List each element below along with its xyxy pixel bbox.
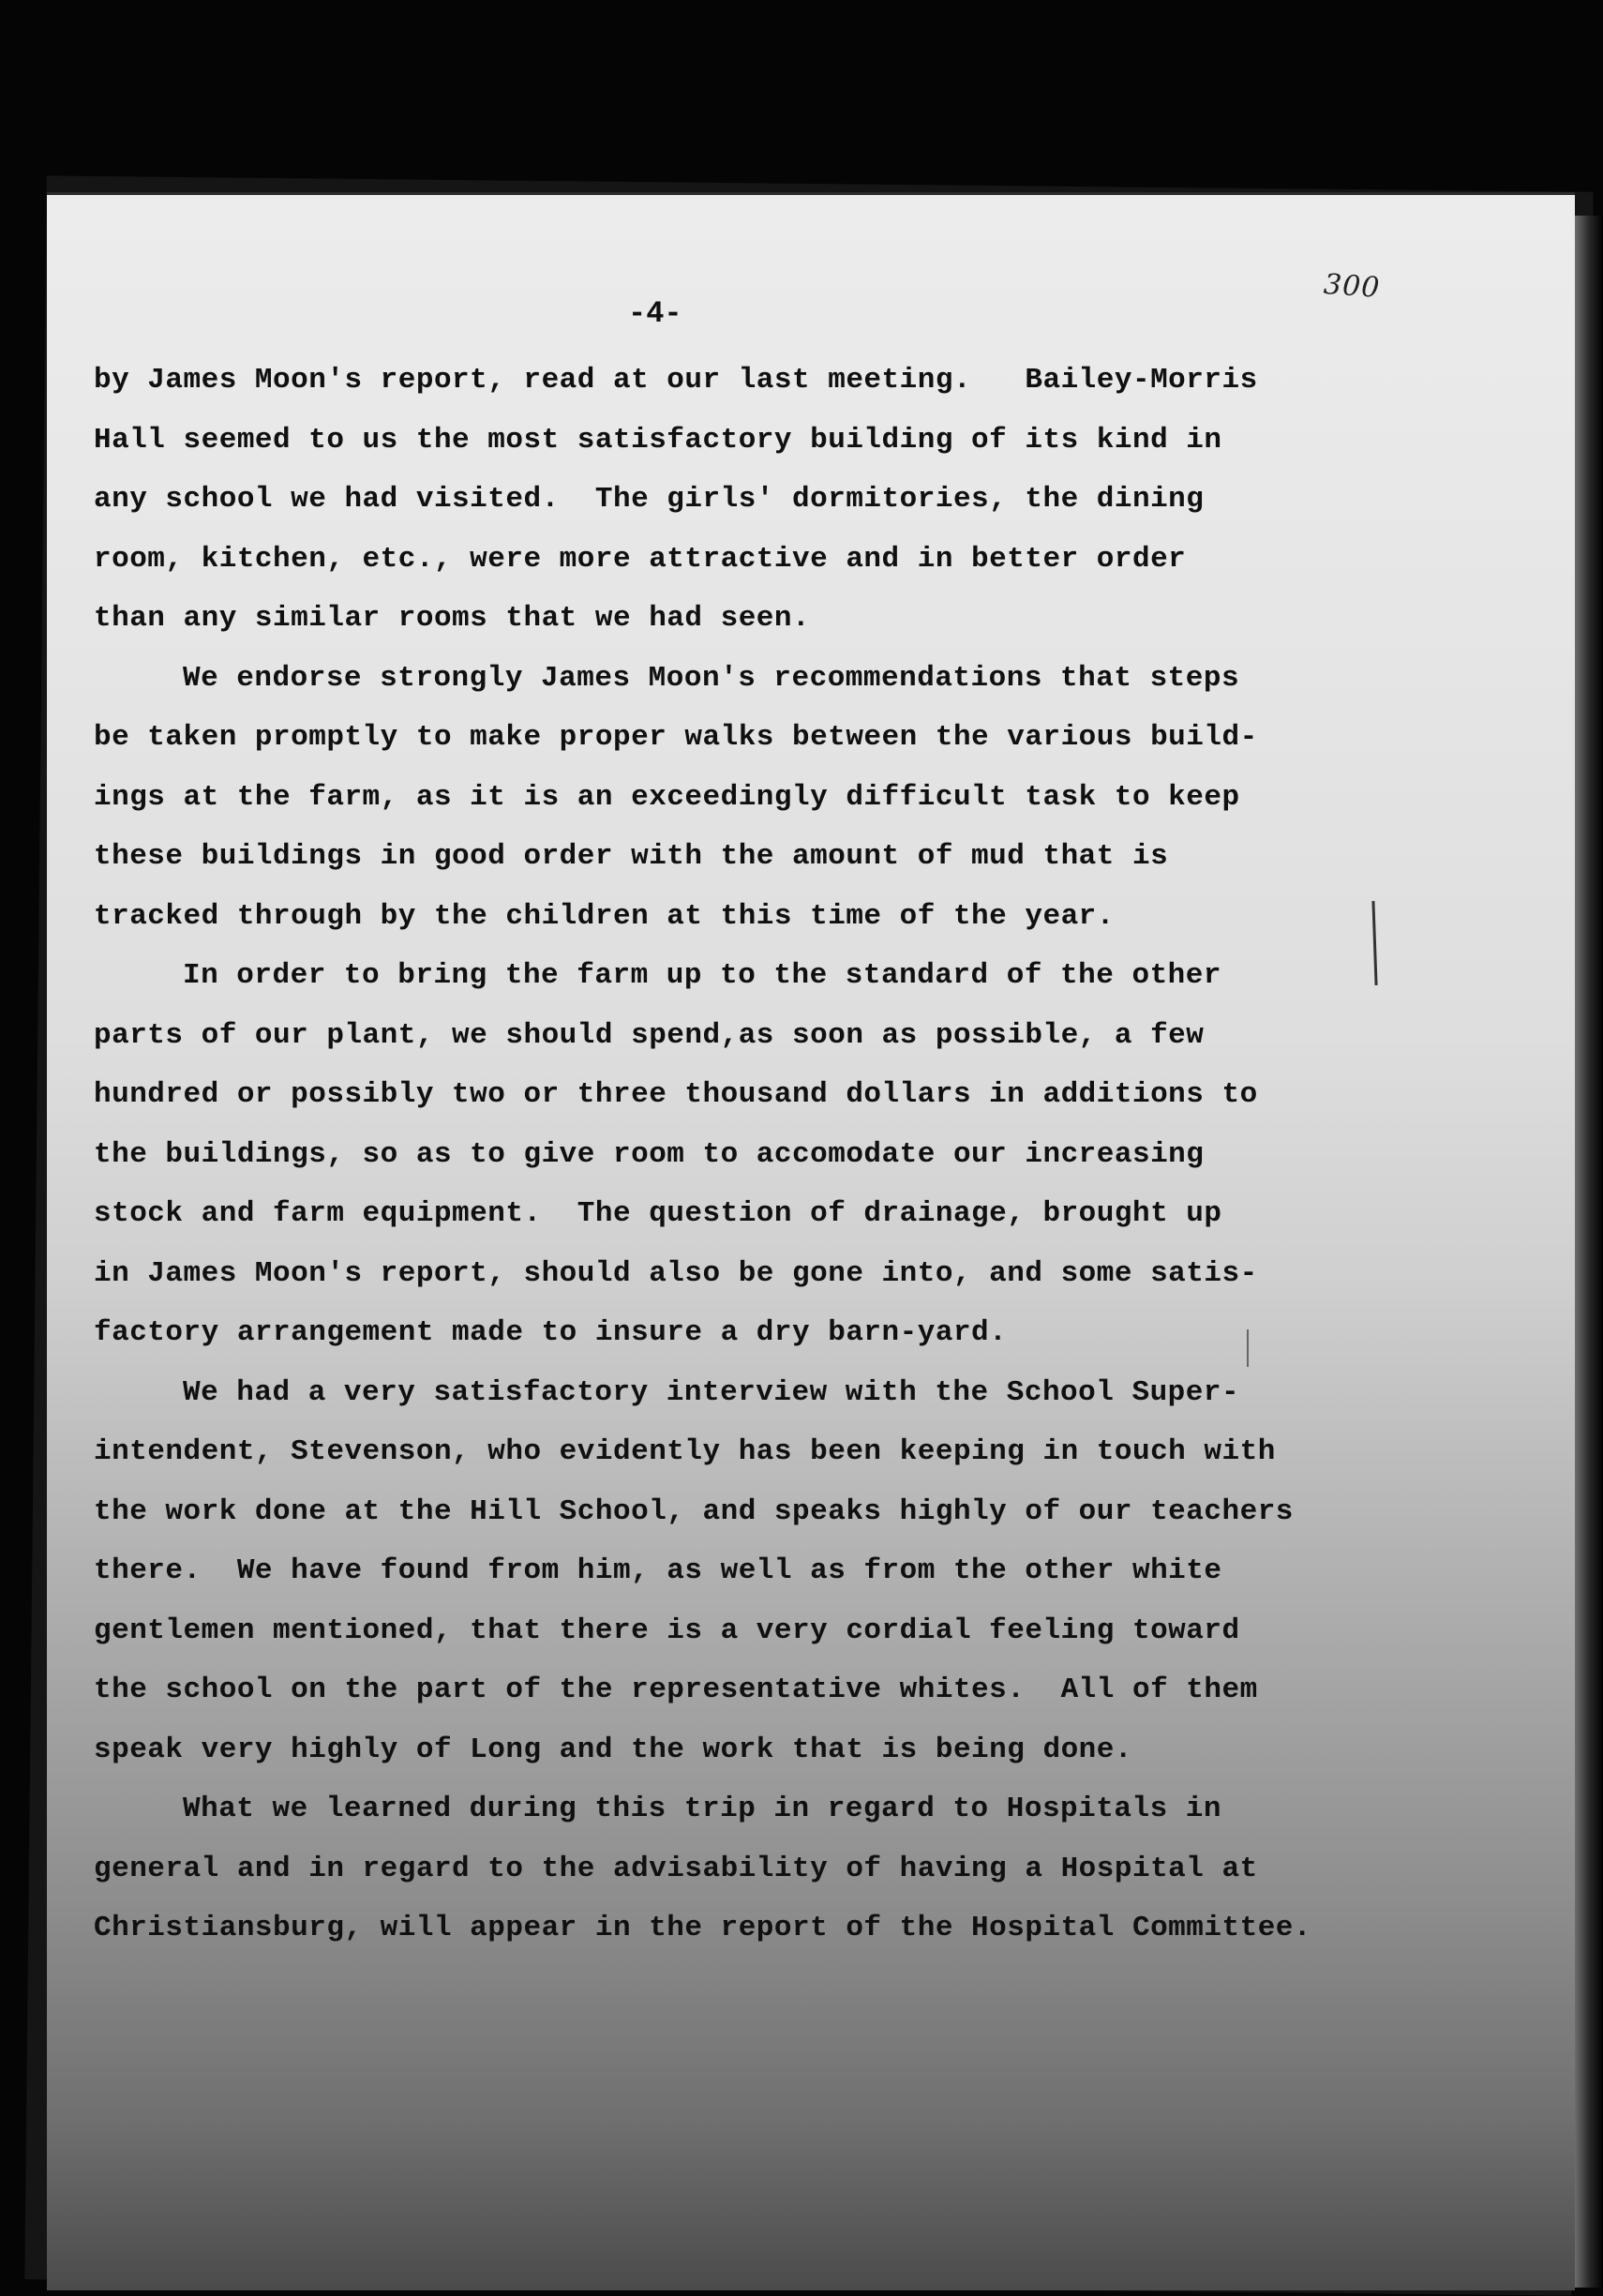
text-line: any school we had visited. The girls' dormitories, the dining xyxy=(94,483,1205,516)
text-line: We had a very satisfactory interview with the School Super- xyxy=(183,1375,1240,1409)
margin-tick xyxy=(1247,1329,1249,1367)
page-number: -4- xyxy=(628,296,682,331)
text-line: general and in regard to the advisability of having a Hospital at xyxy=(94,1852,1258,1885)
text-line: In order to bring the farm up to the standard of the other xyxy=(183,959,1221,992)
text-line: the buildings, so as to give room to accomodate our increasing xyxy=(94,1137,1205,1171)
text-line: What we learned during this trip in regard to Hospitals in xyxy=(183,1793,1221,1825)
archive-stamp: 300 xyxy=(1322,267,1382,306)
text-line: stock and farm equipment. The question of drainage, brought up xyxy=(94,1197,1222,1230)
text-line: speak very highly of Long and the work that is being done. xyxy=(94,1733,1132,1766)
text-line: be taken promptly to make proper walks between the various build- xyxy=(94,721,1258,754)
text-line: the school on the part of the representative whites. All of them xyxy=(94,1673,1258,1706)
text-line: We endorse strongly James Moon's recommendations that steps xyxy=(183,661,1240,695)
text-line: parts of our plant, we should spend,as soon as possible, a few xyxy=(94,1018,1205,1052)
body-text xyxy=(94,351,1397,1958)
text-line: tracked through by the children at this time of the year. xyxy=(94,899,1115,933)
text-line: in James Moon's report, should also be gone into, and some satis- xyxy=(94,1256,1258,1290)
text-line: than any similar rooms that we had seen. xyxy=(94,602,811,635)
text-line: Christiansburg, will appear in the report of the Hospital Committee. xyxy=(94,1912,1312,1944)
text-line: hundred or possibly two or three thousand dollars in additions to xyxy=(94,1078,1258,1111)
text-line: factory arrangement made to insure a dry barn-yard. xyxy=(94,1316,1008,1349)
document-page xyxy=(47,192,1575,2290)
text-line: Hall seemed to us the most satisfactory building of its kind in xyxy=(94,423,1222,457)
text-line: the work done at the Hill School, and speaks highly of our teachers xyxy=(94,1494,1294,1528)
text-line: there. We have found from him, as well as from the other white xyxy=(94,1554,1222,1587)
text-line: ings at the farm, as it is an exceedingly difficult task to keep xyxy=(94,780,1240,814)
text-line: gentlemen mentioned, that there is a very cordial feeling toward xyxy=(94,1613,1240,1647)
text-line: room, kitchen, etc., were more attractive and in better order xyxy=(94,542,1187,576)
text-line: intendent, Stevenson, who evidently has been keeping in touch with xyxy=(94,1435,1276,1468)
text-line: by James Moon's report, read at our last meeting. Bailey-Morris xyxy=(94,364,1258,397)
text-line: these buildings in good order with the amount of mud that is xyxy=(94,840,1169,873)
page-edge xyxy=(1575,216,1603,2288)
